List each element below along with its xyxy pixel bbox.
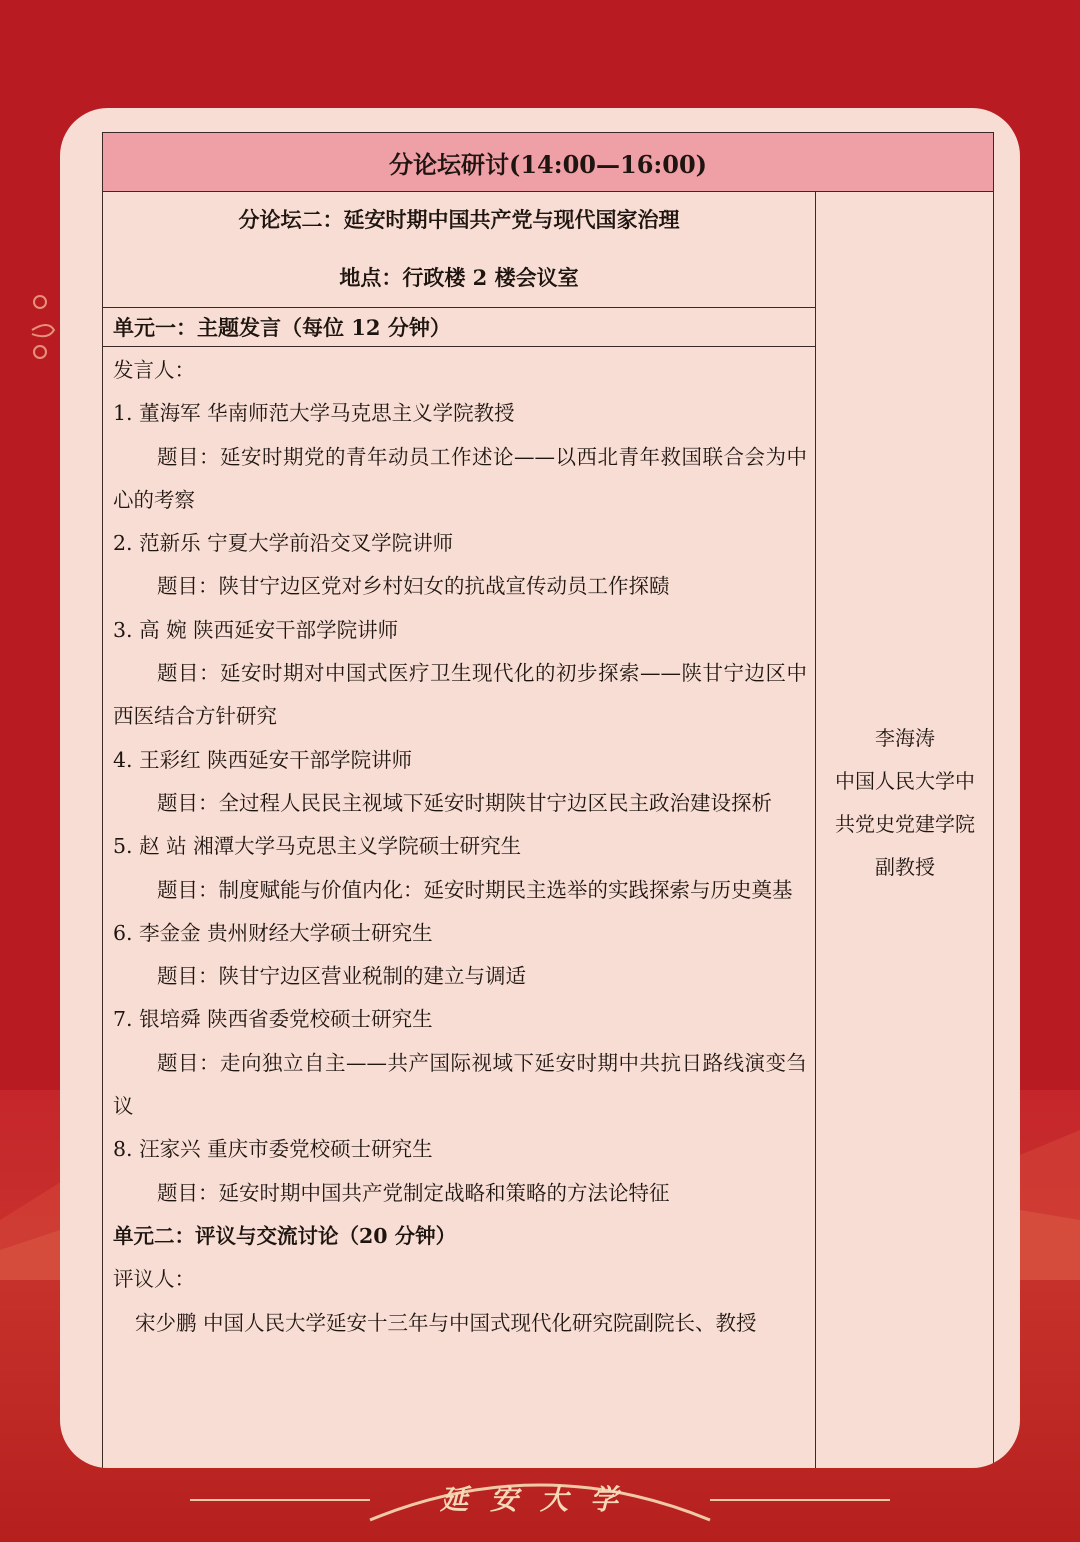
unit1-title: 单元一：主题发言（每位 12 分钟） <box>103 308 815 347</box>
host-name: 李海涛 <box>875 726 935 750</box>
speaker-6-topic: 题目：陕甘宁边区营业税制的建立与调适 <box>157 964 526 989</box>
speaker-4: 4. 王彩红 陕西延安干部学院讲师 <box>113 747 413 772</box>
speaker-list <box>113 349 807 1345</box>
speaker-5-topic: 题目：制度赋能与价值内化：延安时期民主选举的实践探索与历史奠基 <box>157 877 793 902</box>
speaker-3: 3. 高 婉 陕西延安干部学院讲师 <box>113 617 399 642</box>
speaker-2: 2. 范新乐 宁夏大学前沿交叉学院讲师 <box>113 531 454 556</box>
speaker-2-topic: 题目：陕甘宁边区党对乡村妇女的抗战宣传动员工作探赜 <box>157 574 670 599</box>
reviewers-label: 评议人： <box>113 1267 195 1292</box>
speaker-6: 6. 李金金 贵州财经大学硕士研究生 <box>113 920 433 945</box>
host-org-line1: 中国人民大学中 <box>835 769 975 793</box>
speaker-7: 7. 银培舜 陕西省委党校硕士研究生 <box>113 1007 433 1032</box>
speakers-label: 发言人： <box>113 358 195 382</box>
speaker-4-topic: 题目：全过程人民民主视域下延安时期陕甘宁边区民主政治建设探析 <box>157 790 772 815</box>
host-title: 副教授 <box>875 855 935 879</box>
host-info <box>816 717 994 889</box>
program-card <box>60 108 1020 1468</box>
speaker-1: 1. 董海军 华南师范大学马克思主义学院教授 <box>113 401 515 426</box>
program-table <box>102 132 994 1468</box>
speaker-8: 8. 汪家兴 重庆市委党校硕士研究生 <box>113 1137 433 1162</box>
forum-location: 地点：行政楼 2 楼会议室 <box>339 265 579 290</box>
host-column <box>815 192 994 1468</box>
swirl-icon <box>28 292 58 362</box>
reviewer-1: 宋少鹏 中国人民大学延安十三年与中国式现代化研究院副院长、教授 <box>135 1310 757 1335</box>
speaker-8-topic: 题目：延安时期中国共产党制定战略和策略的方法论特征 <box>157 1180 670 1205</box>
speaker-5: 5. 赵 站 湘潭大学马克思主义学院硕士研究生 <box>113 834 522 859</box>
speaker-1-topic: 题目：延安时期党的青年动员工作述论——以西北青年救国联合会为中心的考察 <box>113 444 807 512</box>
session-title: 分论坛研讨(14:00—16:00) <box>103 133 993 192</box>
university-logo-text: 延安大学 <box>439 1483 640 1516</box>
host-org-line2: 共党史党建学院 <box>835 812 975 836</box>
forum-info <box>103 192 815 308</box>
speaker-7-topic: 题目：走向独立自主——共产国际视域下延安时期中共抗日路线演变刍议 <box>113 1050 807 1119</box>
unit2-title: 单元二：评议与交流讨论（20 分钟） <box>113 1223 457 1248</box>
forum-name: 分论坛二：延安时期中国共产党与现代国家治理 <box>238 207 680 232</box>
speaker-3-topic: 题目：延安时期对中国式医疗卫生现代化的初步探索——陕甘宁边区中西医结合方针研究 <box>113 661 807 729</box>
